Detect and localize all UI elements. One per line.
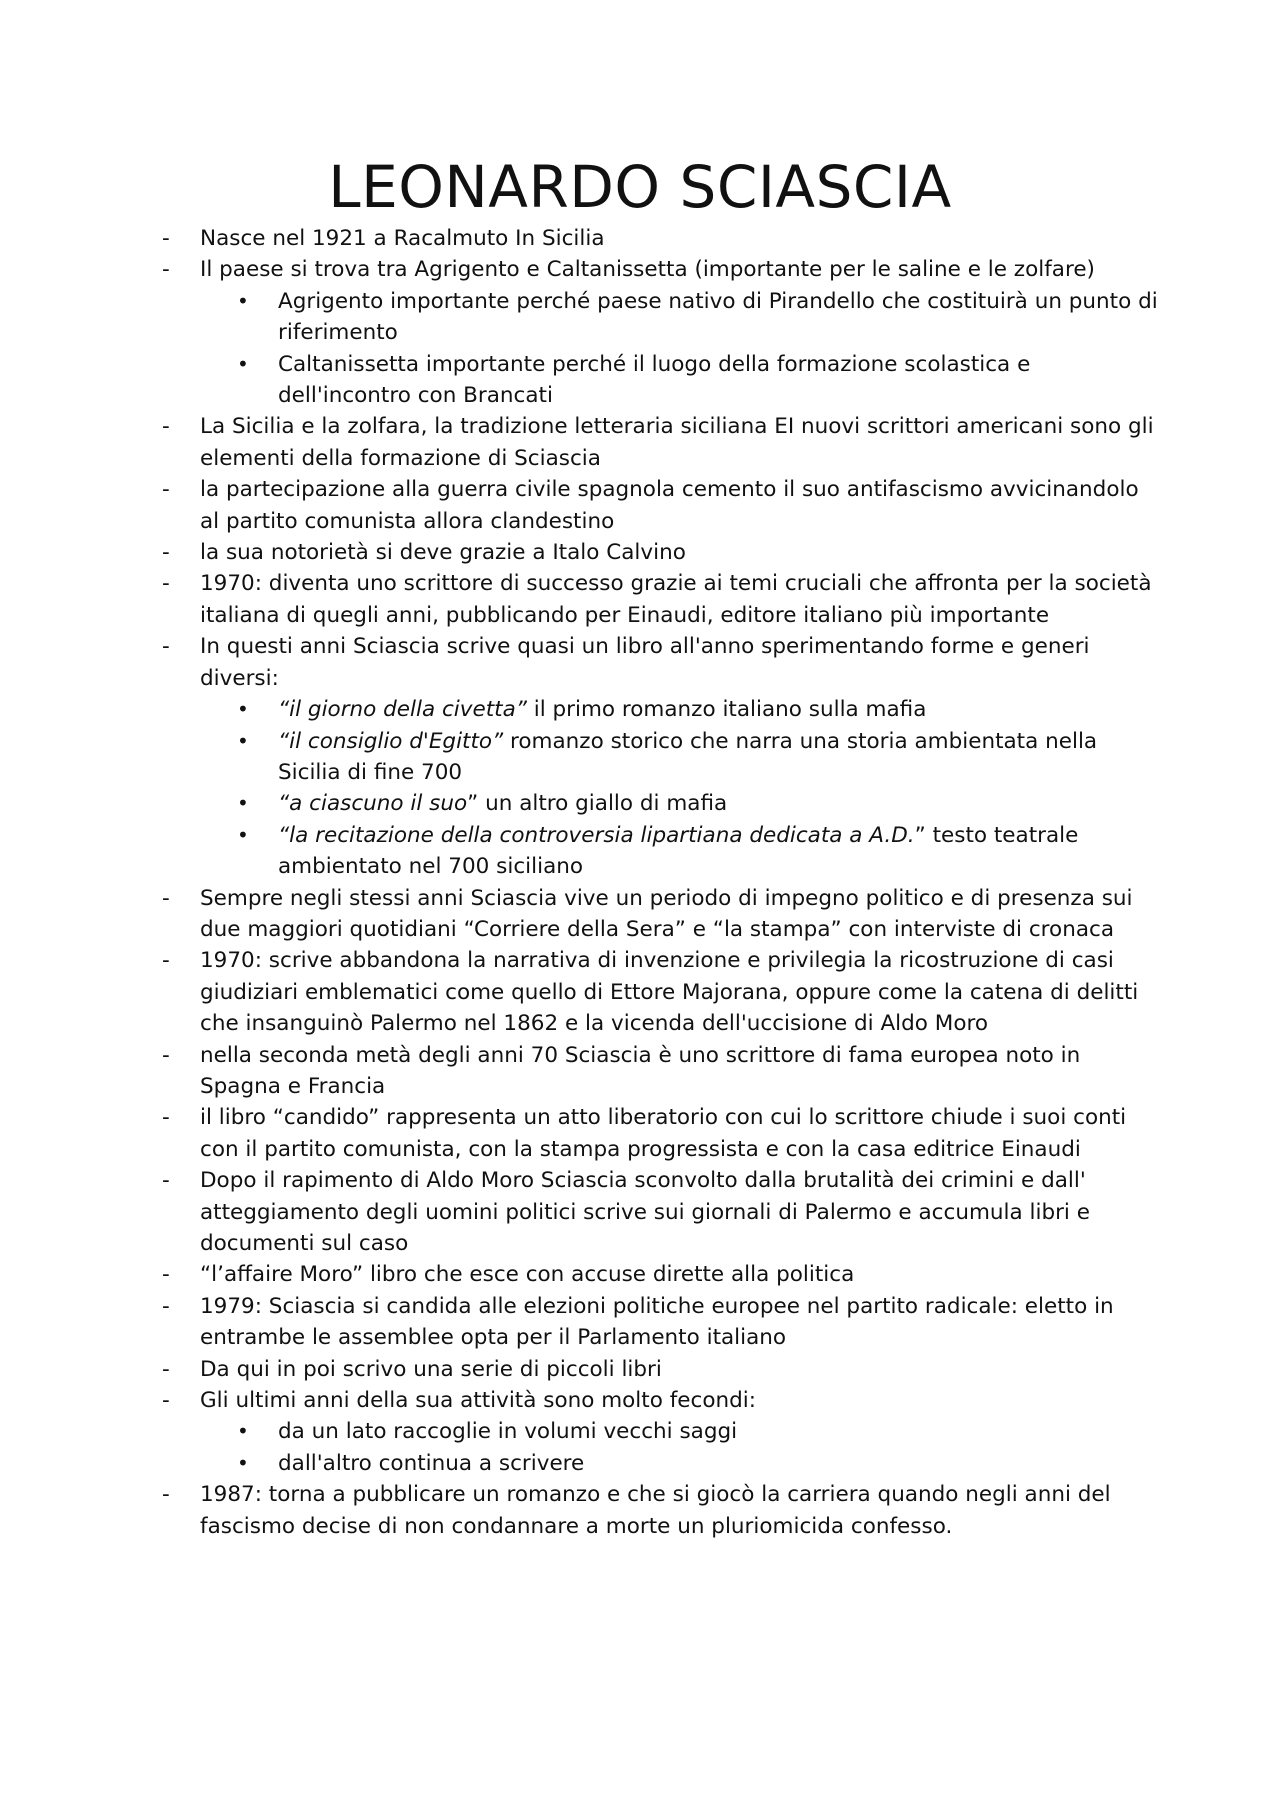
book-description: ” testo teatrale ambientato nel 700 siciliano — [278, 822, 1079, 880]
sub-list-item — [200, 1416, 1160, 1447]
dash-marker: - — [162, 1388, 170, 1414]
bullet-marker: • — [237, 351, 249, 376]
sub-list-item — [200, 349, 1160, 412]
dash-marker: - — [162, 1168, 170, 1194]
sub-item-text: da un lato raccoglie in volumi vecchi saggi — [278, 1419, 738, 1445]
bullet-marker: • — [237, 791, 249, 816]
sub-list — [200, 1416, 1160, 1479]
book-description: romanzo storico che narra una storia ambientata nella Sicilia di fine 700 — [278, 728, 1098, 785]
bullet-marker: • — [237, 288, 249, 313]
list-item — [160, 1102, 1160, 1165]
list-item — [160, 1259, 1160, 1290]
book-description: ” un altro giallo di mafia — [467, 791, 728, 817]
bullet-marker: • — [237, 697, 249, 722]
notes-list — [160, 223, 1160, 1542]
list-item — [160, 537, 1160, 568]
list-item-text: Il paese si trova tra Agrigento e Caltanissetta (importante per le saline e le zolfare) — [200, 257, 1095, 283]
sub-item-text: Agrigento importante perché paese nativo di Pirandello che costituirà un punto di riferimento — [278, 288, 1158, 346]
dash-marker: - — [162, 540, 170, 566]
sub-item-text: dall'altro continua a scrivere — [278, 1450, 585, 1476]
sub-list-item — [200, 820, 1160, 883]
dash-marker: - — [162, 1293, 170, 1319]
page-title: LEONARDO SCIASCIA — [328, 153, 952, 221]
sub-list-item — [200, 726, 1160, 789]
sub-list — [200, 286, 1160, 412]
list-item-text: 1970: scrive abbandona la narrativa di invenzione e privilegia la ricostruzione di casi giudiziari emblematici come quello di Ettore Majorana, oppure come la catena di delitti che insanguinò Palermo nel 1862 e la vicenda dell'uccisione di Aldo Moro — [200, 948, 1139, 1037]
list-item — [160, 631, 1160, 882]
sub-list — [200, 694, 1160, 882]
list-item — [160, 1040, 1160, 1103]
list-item-text: In questi anni Sciascia scrive quasi un libro all'anno sperimentando forme e generi diversi: — [200, 634, 1090, 691]
list-item — [160, 1354, 1160, 1385]
list-item-text: “l’affaire Moro” libro che esce con accuse dirette alla politica — [200, 1262, 855, 1288]
dash-marker: - — [162, 1482, 170, 1508]
list-item-text: Dopo il rapimento di Aldo Moro Sciascia sconvolto dalla brutalità dei crimini e dall' atteggiamento degli uomini politici scrive sui giornali di Palermo e accumula libri e documenti sul caso — [200, 1168, 1090, 1256]
dash-marker: - — [162, 414, 170, 440]
list-item-text: la partecipazione alla guerra civile spagnola cemento il suo antifascismo avvicinandolo al partito comunista allora clandestino — [200, 477, 1139, 534]
dash-marker: - — [162, 885, 170, 911]
list-item — [160, 411, 1160, 474]
list-item-text: 1979: Sciascia si candida alle elezioni politiche europee nel partito radicale: eletto in entrambe le assemblee opta per il Parlamento italiano — [200, 1293, 1114, 1351]
list-item — [160, 945, 1160, 1039]
dash-marker: - — [162, 477, 170, 503]
list-item — [160, 568, 1160, 631]
dash-marker: - — [162, 948, 170, 974]
dash-marker: - — [162, 1262, 170, 1288]
list-item-text: 1970: diventa uno scrittore di successo grazie ai temi cruciali che affronta per la società italiana di quegli anni, pubblicando per Einaudi, editore italiano più importante — [200, 571, 1152, 628]
list-item — [160, 254, 1160, 411]
bullet-marker: • — [237, 822, 249, 847]
dash-marker: - — [162, 1105, 170, 1131]
list-item — [160, 1385, 1160, 1479]
sub-list-item — [200, 788, 1160, 819]
dash-marker: - — [162, 1042, 170, 1068]
list-item-text: nella seconda metà degli anni 70 Sciascia è uno scrittore di fama europea noto in Spagna e Francia — [200, 1042, 1081, 1099]
bullet-marker: • — [237, 728, 249, 753]
list-item-text: Nasce nel 1921 a Racalmuto In Sicilia — [200, 226, 605, 251]
book-title: “il consiglio d'Egitto” — [278, 728, 504, 754]
dash-marker: - — [162, 257, 170, 283]
list-item — [160, 883, 1160, 946]
list-item-text: La Sicilia e la zolfara, la tradizione letteraria siciliana EI nuovi scrittori americani sono gli elementi della formazione di Sciascia — [200, 414, 1154, 471]
bullet-marker: • — [237, 1419, 249, 1444]
list-item-text: 1987: torna a pubblicare un romanzo e che si giocò la carriera quando negli anni del fascismo decise di non condannare a morte un pluriomicida confesso. — [200, 1482, 1111, 1539]
list-item-text: Gli ultimi anni della sua attività sono molto fecondi: — [200, 1388, 756, 1414]
sub-list-item — [200, 286, 1160, 349]
book-title: “la recitazione della controversia lipartiana dedicata a A.D. — [278, 822, 915, 848]
sub-list-item — [200, 694, 1160, 725]
list-item-text: il libro “candido” rappresenta un atto liberatorio con cui lo scrittore chiude i suoi conti con il partito comunista, con la stampa progressista e con la casa editrice Einaudi — [200, 1105, 1127, 1162]
sub-item-text: Caltanissetta importante perché il luogo della formazione scolastica e dell'incontro con Brancati — [278, 351, 1031, 409]
list-item — [160, 223, 1160, 254]
sub-list-item — [200, 1448, 1160, 1479]
list-item — [160, 1165, 1160, 1259]
list-item-text: Da qui in poi scrivo una serie di piccoli libri — [200, 1356, 662, 1382]
list-item-text: la sua notorietà si deve grazie a Italo Calvino — [200, 540, 686, 566]
book-title: “il giorno della civetta” — [278, 697, 527, 723]
dash-marker: - — [162, 571, 170, 597]
dash-marker: - — [162, 226, 170, 251]
book-description: il primo romanzo italiano sulla mafia — [526, 697, 927, 723]
book-title: “a ciascuno il suo — [278, 791, 468, 817]
list-item-text: Sempre negli stessi anni Sciascia vive un periodo di impegno politico e di presenza sui due maggiori quotidiani “Corriere della Sera” e “la stampa” con interviste di cronaca — [200, 885, 1133, 942]
dash-marker: - — [162, 1356, 170, 1382]
list-item — [160, 1479, 1160, 1542]
list-item — [160, 474, 1160, 537]
dash-marker: - — [162, 634, 170, 660]
list-item — [160, 1291, 1160, 1354]
bullet-marker: • — [237, 1450, 249, 1475]
